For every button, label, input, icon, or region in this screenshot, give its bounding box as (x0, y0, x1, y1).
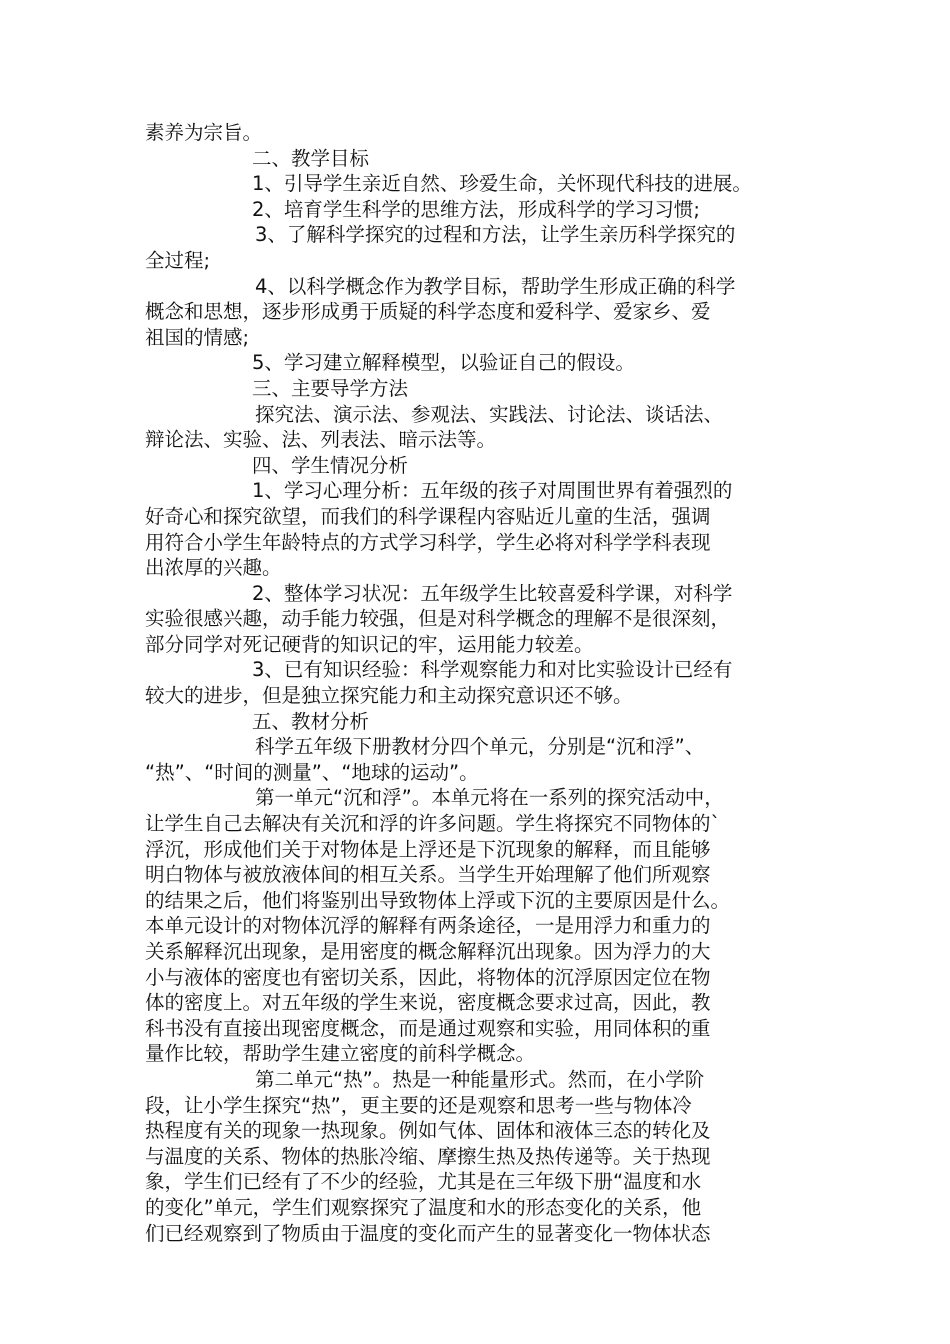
document-line: 四、学生情况分析 (252, 453, 409, 477)
document-line: 第一单元“沉和浮”。本单元将在一系列的探究活动中， (255, 786, 724, 810)
document-line: “热”、“时间的测量”、“地球的运动”。 (145, 760, 479, 784)
document-line: 关系解释沉出现象，是用密度的概念解释沉出现象。因为浮力的大 (145, 940, 711, 963)
document-line: 好奇心和探究欲望，而我们的科学课程内容贴近儿童的生活，强调 (145, 504, 711, 528)
document-line: 象，学生们已经有了不少的经验，尤其是在三年级下册“温度和水 (145, 1170, 702, 1194)
document-line: 3、已有知识经验：科学观察能力和对比实验设计已经有 (252, 658, 733, 682)
document-line: 素养为宗旨。 (145, 121, 263, 144)
document-line: 4、以科学概念作为教学目标，帮助学生形成正确的科学 (255, 274, 736, 298)
document-line: 五、教材分析 (252, 709, 370, 733)
document-line: 量作比较，帮助学生建立密度的前科学概念。 (145, 1042, 536, 1066)
document-line: 5、学习建立解释模型，以验证自己的假设。 (252, 351, 635, 375)
document-line: 与温度的关系、物体的热胀冷缩、摩擦生热及热传递等。关于热现 (145, 1144, 711, 1168)
document-line: 段，让小学生探究“热”，更主要的还是观察和思考一些与物体冷 (145, 1093, 692, 1117)
document-line: 热程度有关的现象一热现象。例如气体、固体和液体三态的转化及 (145, 1119, 711, 1143)
document-line: 2、培育学生科学的思维方法，形成科学的学习习惯; (252, 197, 700, 221)
document-line: 小与液体的密度也有密切关系，因此，将物体的沉浮原因定位在物 (145, 965, 711, 989)
document-line: 出浓厚的兴趣。 (145, 556, 282, 580)
document-line: 第二单元“热”。热是一种能量形式。然而，在小学阶 (255, 1067, 705, 1091)
document-line: 科学五年级下册教材分四个单元，分别是“沉和浮”、 (255, 735, 705, 759)
document-line: 1、学习心理分析：五年级的孩子对周围世界有着强烈的 (252, 479, 733, 503)
document-line: 科书没有直接出现密度概念，而是通过观察和实验，用同体积的重 (145, 1016, 711, 1040)
document-line: 二、教学目标 (252, 146, 370, 170)
document-line: 三、主要导学方法 (252, 376, 409, 400)
document-line: 祖国的情感; (145, 325, 250, 349)
document-line: 浮沉，形成他们关于对物体是上浮还是下沉现象的解释，而且能够 (145, 837, 711, 861)
document-line: 明白物体与被放液体间的相互关系。当学生开始理解了他们所观察 (145, 863, 711, 887)
document-line: 的结果之后，他们将鉴别出导致物体上浮或下沉的主要原因是什么。 (145, 888, 731, 912)
document-line: 实验很感兴趣，动手能力较强，但是对科学概念的理解不是很深刻， (145, 607, 731, 631)
document-line: 本单元设计的对物体沉浮的解释有两条途径，一是用浮力和重力的 (145, 914, 711, 938)
document-line: 探究法、演示法、参观法、实践法、讨论法、谈话法、 (255, 402, 724, 426)
document-line: 们已经观察到了物质由于温度的变化而产生的显著变化一物体状态 (145, 1221, 711, 1245)
document-line: 部分同学对死记硬背的知识记的牢，运用能力较差。 (145, 632, 594, 656)
document-line: 用符合小学生年龄特点的方式学习科学，学生必将对科学学科表现 (145, 530, 711, 554)
document-line: 全过程; (145, 248, 211, 272)
document-line: 体的密度上。对五年级的学生来说，密度概念要求过高，因此，教 (145, 991, 711, 1015)
document-line: 辩论法、实验、法、列表法、暗示法等。 (145, 428, 497, 452)
document-line: 3、了解科学探究的过程和方法，让学生亲历科学探究的 (255, 223, 736, 247)
document-page (145, 120, 810, 1246)
document-line: 的变化”单元，学生们观察探究了温度和水的形态变化的关系，他 (145, 1195, 702, 1219)
document-line: 2、整体学习状况：五年级学生比较喜爱科学课，对科学 (252, 581, 733, 605)
document-line: 1、引导学生亲近自然、珍爱生命，关怀现代科技的进展。 (252, 172, 752, 196)
document-line: 让学生自己去解决有关沉和浮的许多问题。学生将探究不同物体的` (145, 812, 721, 836)
document-line: 概念和思想，逐步形成勇于质疑的科学态度和爱科学、爱家乡、爱 (145, 300, 711, 324)
document-line: 较大的进步，但是独立探究能力和主动探究意识还不够。 (145, 684, 633, 708)
